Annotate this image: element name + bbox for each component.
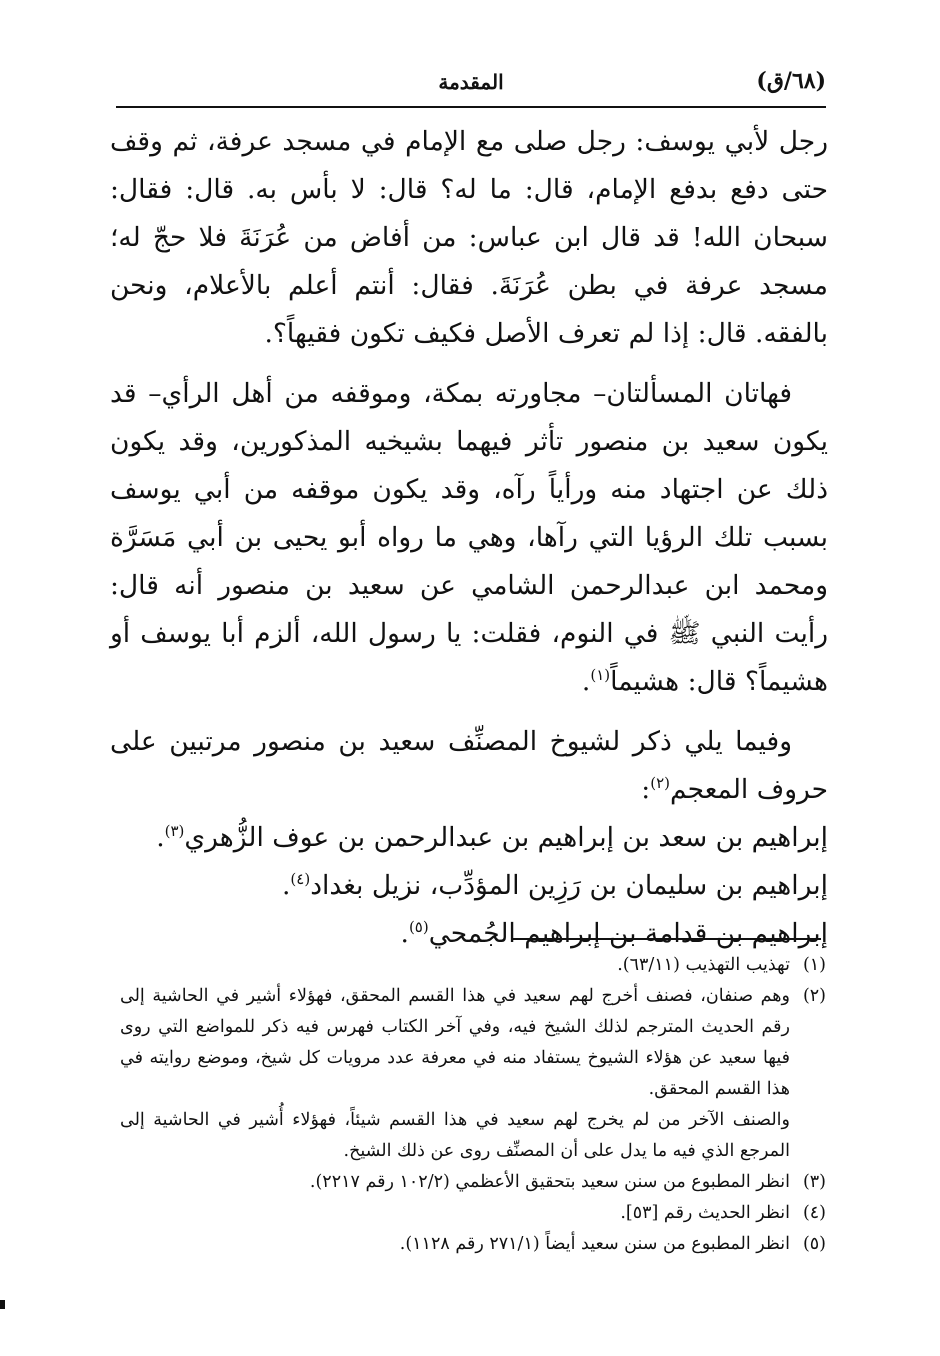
footnote-ref-4[interactable]: (٤) [290, 870, 311, 888]
list-item-text: إبراهيم بن سليمان بن رَزِين المؤدِّب، نزيل بغداد [310, 870, 828, 901]
paragraph-3 [110, 718, 828, 814]
footnote-text: تهذيب التهذيب (٦٣/١١). [617, 955, 790, 975]
header-rule [116, 106, 826, 108]
footnote-number: (١) [802, 955, 826, 975]
footnote-ref-2[interactable]: (٢) [650, 774, 671, 792]
footnote-separator [513, 938, 821, 940]
list-item-text: إبراهيم بن قدامة بن إبراهيم الجُمحي [428, 918, 828, 949]
footnotes [120, 950, 826, 1260]
list-item [110, 862, 828, 910]
footnote-ref-3[interactable]: (٣) [164, 822, 185, 840]
paragraph-3-text: وفيما يلي ذكر لشيوخ المصنِّف سعيد بن منصور مرتبين على حروف المعجم [110, 726, 828, 805]
list-item-end: . [281, 870, 291, 901]
list-item-end: . [400, 918, 409, 949]
footnote-text: انظر المطبوع من سنن سعيد بتحقيق الأعظمي (١٠٢/٢ رقم ٢٢١٧). [309, 1172, 790, 1192]
footnote-text-continued: والصنف الآخر من لم يخرج لهم سعيد في هذا القسم شيئاً، فهؤلاء أُشير في الحاشية إلى المرجع الذي فيه ما يدل على أن المصنِّف روى عن ذلك الشيخ. [120, 1110, 790, 1161]
paragraph-2 [110, 370, 828, 706]
footnote-text: انظر الحديث رقم [٥٣]. [620, 1203, 790, 1223]
footnote-text: وهم صنفان، فصنف أخرج لهم سعيد في هذا القسم المحقق، فهؤلاء أشير في الحاشية إلى رقم الحديث المترجم لذلك الشيخ فيه، وفي آخر الكتاب فهرس فيه ذكر للمواضع التي روى فيها سعيد عن هؤلاء الشيوخ يستفاد منه في معرفة عدد مرويات كل شيخ، وموضع روايته في هذا القسم المحقق. [120, 986, 790, 1099]
list-item-end: . [156, 822, 165, 853]
footnote-ref-1[interactable]: (١) [590, 666, 611, 684]
paragraph-3-end: : [641, 774, 651, 805]
running-title: المقدمة [438, 70, 504, 94]
footnote-ref-5[interactable]: (٥) [408, 918, 429, 936]
footnote-number: (٢) [802, 986, 826, 1006]
footnote-number: (٣) [802, 1172, 826, 1192]
paragraph-2-text: فهاتان المسألتان– مجاورته بمكة، وموقفه من أهل الرأي– قد يكون سعيد بن منصور تأثر فيهما بشيخيه المذكورين، وقد يكون ذلك عن اجتهاد منه ورأياً رآه، وقد يكون موقفه من أبي يوسف بسبب تلك الرؤيا التي رآها، وهي ما رواه أبو يحيى بن أبي مَسَرَّة ومحمد ابن عبدالرحمن الشامي عن سعيد بن منصور أنه قال: رأيت النبي ﷺ في النوم، فقلت: يا رسول الله، ألزم أبا يوسف أو هشيماً؟ قال: هشيماً [110, 378, 828, 697]
list-item [110, 814, 828, 862]
footnote-3 [120, 1167, 826, 1198]
footnote-5 [120, 1229, 826, 1260]
list-item-text: إبراهيم بن سعد بن إبراهيم بن عبدالرحمن بن عوف الزُّهري [184, 822, 828, 853]
paragraph-1: رجل لأبي يوسف: رجل صلى مع الإمام في مسجد عرفة، ثم وقف حتى دفع بدفع الإمام، قال: ما له؟ قال: لا بأس به. قال: فقال: سبحان الله! قد قال ابن عباس: من أفاض من عُرَنَةَ فلا حجّ له؛ مسجد عرفة في بطن عُرَنَةَ. فقال: أنتم أعلم بالأعلام، ونحن بالفقه. قال: إذا لم تعرف الأصل فكيف تكون فقيهاً؟. [110, 126, 828, 349]
footnote-text: انظر المطبوع من سنن سعيد أيضاً (٢٧١/١ رقم ١١٢٨). [399, 1234, 790, 1254]
page-number: (٦٨/ق) [756, 68, 826, 94]
footnote-number: (٥) [802, 1234, 826, 1254]
page-header [116, 66, 826, 106]
main-text [110, 118, 828, 958]
footnote-4 [120, 1198, 826, 1229]
footnote-number: (٤) [802, 1203, 826, 1223]
footnote-1 [120, 950, 826, 981]
footnote-2 [120, 981, 826, 1167]
paragraph-2-end: . [581, 666, 591, 697]
scan-edge-mark [0, 1300, 5, 1309]
